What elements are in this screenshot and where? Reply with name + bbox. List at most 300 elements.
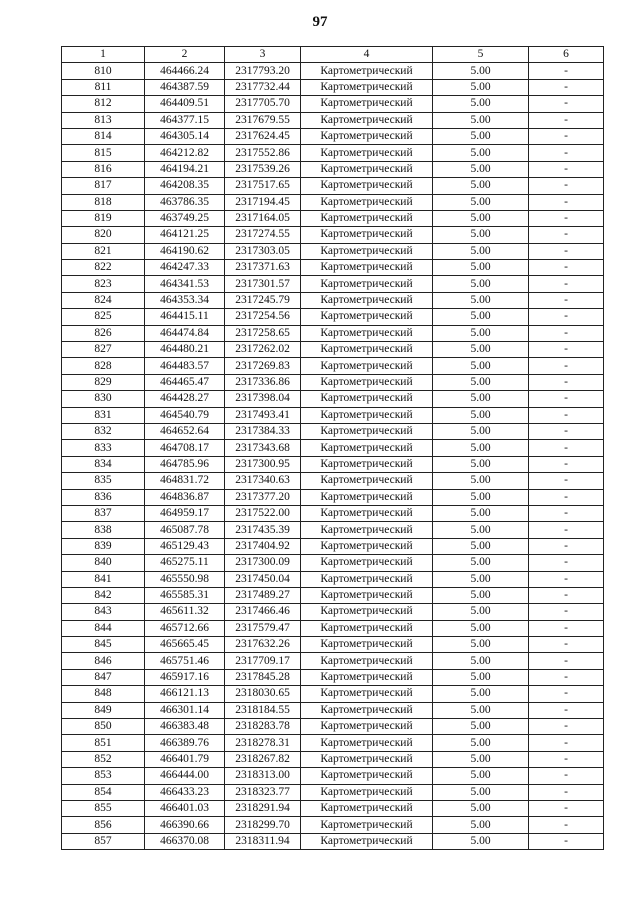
- table-row: [62, 292, 604, 308]
- y-coordinate-cell: 2317404.92: [225, 538, 301, 554]
- accuracy-cell: 5.00: [433, 538, 529, 554]
- description-cell: -: [529, 555, 604, 571]
- point-number-cell: 848: [62, 686, 145, 702]
- method-cell: Картометрический: [301, 194, 433, 210]
- table-row: [62, 686, 604, 702]
- method-cell: Картометрический: [301, 719, 433, 735]
- description-cell: -: [529, 735, 604, 751]
- point-number-cell: 833: [62, 440, 145, 456]
- table-row: [62, 423, 604, 439]
- method-cell: Картометрический: [301, 669, 433, 685]
- column-header-1: 1: [62, 47, 145, 63]
- description-cell: -: [529, 587, 604, 603]
- accuracy-cell: 5.00: [433, 194, 529, 210]
- y-coordinate-cell: 2317377.20: [225, 489, 301, 505]
- description-cell: -: [529, 571, 604, 587]
- x-coordinate-cell: 464465.47: [145, 374, 225, 390]
- accuracy-cell: 5.00: [433, 161, 529, 177]
- table-row: [62, 407, 604, 423]
- table-row: [62, 63, 604, 79]
- description-cell: -: [529, 309, 604, 325]
- table-row: [62, 719, 604, 735]
- description-cell: -: [529, 178, 604, 194]
- y-coordinate-cell: 2317493.41: [225, 407, 301, 423]
- accuracy-cell: 5.00: [433, 210, 529, 226]
- y-coordinate-cell: 2318184.55: [225, 702, 301, 718]
- point-number-cell: 825: [62, 309, 145, 325]
- description-cell: -: [529, 637, 604, 653]
- x-coordinate-cell: 464540.79: [145, 407, 225, 423]
- table-row: [62, 79, 604, 95]
- x-coordinate-cell: 464483.57: [145, 358, 225, 374]
- point-number-cell: 818: [62, 194, 145, 210]
- accuracy-cell: 5.00: [433, 620, 529, 636]
- x-coordinate-cell: 464194.21: [145, 161, 225, 177]
- y-coordinate-cell: 2317258.65: [225, 325, 301, 341]
- table-header-row: [62, 47, 604, 63]
- description-cell: -: [529, 227, 604, 243]
- table-row: [62, 260, 604, 276]
- point-number-cell: 832: [62, 423, 145, 439]
- y-coordinate-cell: 2317371.63: [225, 260, 301, 276]
- table-row: [62, 489, 604, 505]
- method-cell: Картометрический: [301, 112, 433, 128]
- x-coordinate-cell: 464247.33: [145, 260, 225, 276]
- x-coordinate-cell: 465665.45: [145, 637, 225, 653]
- accuracy-cell: 5.00: [433, 653, 529, 669]
- accuracy-cell: 5.00: [433, 325, 529, 341]
- table-row: [62, 128, 604, 144]
- table-row: [62, 768, 604, 784]
- table-row: [62, 309, 604, 325]
- y-coordinate-cell: 2318030.65: [225, 686, 301, 702]
- x-coordinate-cell: 465550.98: [145, 571, 225, 587]
- table-row: [62, 145, 604, 161]
- method-cell: Картометрический: [301, 817, 433, 833]
- x-coordinate-cell: 464353.34: [145, 292, 225, 308]
- accuracy-cell: 5.00: [433, 489, 529, 505]
- y-coordinate-cell: 2317398.04: [225, 391, 301, 407]
- y-coordinate-cell: 2317579.47: [225, 620, 301, 636]
- point-number-cell: 844: [62, 620, 145, 636]
- description-cell: -: [529, 686, 604, 702]
- y-coordinate-cell: 2317336.86: [225, 374, 301, 390]
- method-cell: Картометрический: [301, 325, 433, 341]
- y-coordinate-cell: 2318313.00: [225, 768, 301, 784]
- description-cell: -: [529, 817, 604, 833]
- y-coordinate-cell: 2317262.02: [225, 342, 301, 358]
- point-number-cell: 853: [62, 768, 145, 784]
- method-cell: Картометрический: [301, 292, 433, 308]
- description-cell: -: [529, 768, 604, 784]
- y-coordinate-cell: 2317450.04: [225, 571, 301, 587]
- description-cell: -: [529, 407, 604, 423]
- point-number-cell: 851: [62, 735, 145, 751]
- y-coordinate-cell: 2317343.68: [225, 440, 301, 456]
- table-row: [62, 358, 604, 374]
- x-coordinate-cell: 466401.03: [145, 800, 225, 816]
- table-row: [62, 456, 604, 472]
- point-number-cell: 810: [62, 63, 145, 79]
- x-coordinate-cell: 464190.62: [145, 243, 225, 259]
- table-row: [62, 538, 604, 554]
- x-coordinate-cell: 464208.35: [145, 178, 225, 194]
- accuracy-cell: 5.00: [433, 374, 529, 390]
- description-cell: -: [529, 604, 604, 620]
- point-number-cell: 815: [62, 145, 145, 161]
- table-row: [62, 587, 604, 603]
- method-cell: Картометрический: [301, 489, 433, 505]
- y-coordinate-cell: 2317274.55: [225, 227, 301, 243]
- table-row: [62, 276, 604, 292]
- method-cell: Картометрический: [301, 128, 433, 144]
- method-cell: Картометрический: [301, 604, 433, 620]
- point-number-cell: 814: [62, 128, 145, 144]
- x-coordinate-cell: 464428.27: [145, 391, 225, 407]
- y-coordinate-cell: 2317522.00: [225, 505, 301, 521]
- method-cell: Картометрический: [301, 276, 433, 292]
- point-number-cell: 829: [62, 374, 145, 390]
- table-row: [62, 178, 604, 194]
- x-coordinate-cell: 464377.15: [145, 112, 225, 128]
- method-cell: Картометрический: [301, 473, 433, 489]
- table-row: [62, 784, 604, 800]
- point-number-cell: 842: [62, 587, 145, 603]
- x-coordinate-cell: 465712.66: [145, 620, 225, 636]
- x-coordinate-cell: 466444.00: [145, 768, 225, 784]
- table-row: [62, 194, 604, 210]
- column-header-5: 5: [433, 47, 529, 63]
- y-coordinate-cell: 2318283.78: [225, 719, 301, 735]
- method-cell: Картометрический: [301, 374, 433, 390]
- point-number-cell: 821: [62, 243, 145, 259]
- method-cell: Картометрический: [301, 522, 433, 538]
- x-coordinate-cell: 464387.59: [145, 79, 225, 95]
- y-coordinate-cell: 2318291.94: [225, 800, 301, 816]
- point-number-cell: 837: [62, 505, 145, 521]
- table-row: [62, 751, 604, 767]
- accuracy-cell: 5.00: [433, 243, 529, 259]
- description-cell: -: [529, 161, 604, 177]
- y-coordinate-cell: 2317489.27: [225, 587, 301, 603]
- x-coordinate-cell: 465129.43: [145, 538, 225, 554]
- table-row: [62, 620, 604, 636]
- x-coordinate-cell: 464121.25: [145, 227, 225, 243]
- method-cell: Картометрический: [301, 571, 433, 587]
- table-row: [62, 161, 604, 177]
- accuracy-cell: 5.00: [433, 128, 529, 144]
- point-number-cell: 852: [62, 751, 145, 767]
- accuracy-cell: 5.00: [433, 473, 529, 489]
- method-cell: Картометрический: [301, 423, 433, 439]
- point-number-cell: 854: [62, 784, 145, 800]
- x-coordinate-cell: 465751.46: [145, 653, 225, 669]
- point-number-cell: 838: [62, 522, 145, 538]
- description-cell: -: [529, 342, 604, 358]
- x-coordinate-cell: 464466.24: [145, 63, 225, 79]
- column-header-4: 4: [301, 47, 433, 63]
- table-row: [62, 555, 604, 571]
- description-cell: -: [529, 276, 604, 292]
- method-cell: Картометрический: [301, 555, 433, 571]
- point-number-cell: 834: [62, 456, 145, 472]
- y-coordinate-cell: 2317301.57: [225, 276, 301, 292]
- table-row: [62, 227, 604, 243]
- x-coordinate-cell: 464480.21: [145, 342, 225, 358]
- table-row: [62, 342, 604, 358]
- table-row: [62, 210, 604, 226]
- y-coordinate-cell: 2317254.56: [225, 309, 301, 325]
- column-header-6: 6: [529, 47, 604, 63]
- description-cell: -: [529, 96, 604, 112]
- method-cell: Картометрический: [301, 538, 433, 554]
- x-coordinate-cell: 464959.17: [145, 505, 225, 521]
- method-cell: Картометрический: [301, 686, 433, 702]
- method-cell: Картометрический: [301, 833, 433, 849]
- method-cell: Картометрический: [301, 309, 433, 325]
- y-coordinate-cell: 2318299.70: [225, 817, 301, 833]
- x-coordinate-cell: 466301.14: [145, 702, 225, 718]
- description-cell: -: [529, 456, 604, 472]
- method-cell: Картометрический: [301, 145, 433, 161]
- x-coordinate-cell: 464474.84: [145, 325, 225, 341]
- point-number-cell: 823: [62, 276, 145, 292]
- y-coordinate-cell: 2317845.28: [225, 669, 301, 685]
- method-cell: Картометрический: [301, 260, 433, 276]
- description-cell: -: [529, 292, 604, 308]
- description-cell: -: [529, 145, 604, 161]
- y-coordinate-cell: 2317624.45: [225, 128, 301, 144]
- table-row: [62, 112, 604, 128]
- point-number-cell: 836: [62, 489, 145, 505]
- x-coordinate-cell: 463749.25: [145, 210, 225, 226]
- x-coordinate-cell: 464305.14: [145, 128, 225, 144]
- point-number-cell: 850: [62, 719, 145, 735]
- y-coordinate-cell: 2318267.82: [225, 751, 301, 767]
- y-coordinate-cell: 2317705.70: [225, 96, 301, 112]
- method-cell: Картометрический: [301, 768, 433, 784]
- y-coordinate-cell: 2317164.05: [225, 210, 301, 226]
- description-cell: -: [529, 800, 604, 816]
- accuracy-cell: 5.00: [433, 505, 529, 521]
- table-row: [62, 817, 604, 833]
- x-coordinate-cell: 466433.23: [145, 784, 225, 800]
- x-coordinate-cell: 464831.72: [145, 473, 225, 489]
- y-coordinate-cell: 2317303.05: [225, 243, 301, 259]
- method-cell: Картометрический: [301, 79, 433, 95]
- x-coordinate-cell: 463786.35: [145, 194, 225, 210]
- description-cell: -: [529, 440, 604, 456]
- accuracy-cell: 5.00: [433, 178, 529, 194]
- description-cell: -: [529, 833, 604, 849]
- accuracy-cell: 5.00: [433, 784, 529, 800]
- accuracy-cell: 5.00: [433, 768, 529, 784]
- table-body: [62, 63, 604, 850]
- accuracy-cell: 5.00: [433, 686, 529, 702]
- point-number-cell: 813: [62, 112, 145, 128]
- description-cell: -: [529, 194, 604, 210]
- table-row: [62, 702, 604, 718]
- method-cell: Картометрический: [301, 456, 433, 472]
- description-cell: -: [529, 505, 604, 521]
- description-cell: -: [529, 260, 604, 276]
- table-row: [62, 637, 604, 653]
- y-coordinate-cell: 2317539.26: [225, 161, 301, 177]
- point-number-cell: 819: [62, 210, 145, 226]
- x-coordinate-cell: 466389.76: [145, 735, 225, 751]
- description-cell: -: [529, 702, 604, 718]
- y-coordinate-cell: 2317194.45: [225, 194, 301, 210]
- table-row: [62, 440, 604, 456]
- table-row: [62, 653, 604, 669]
- y-coordinate-cell: 2317466.46: [225, 604, 301, 620]
- method-cell: Картометрический: [301, 620, 433, 636]
- description-cell: -: [529, 620, 604, 636]
- point-number-cell: 830: [62, 391, 145, 407]
- accuracy-cell: 5.00: [433, 735, 529, 751]
- point-number-cell: 843: [62, 604, 145, 620]
- x-coordinate-cell: 465087.78: [145, 522, 225, 538]
- description-cell: -: [529, 325, 604, 341]
- accuracy-cell: 5.00: [433, 227, 529, 243]
- point-number-cell: 817: [62, 178, 145, 194]
- point-number-cell: 831: [62, 407, 145, 423]
- x-coordinate-cell: 466383.48: [145, 719, 225, 735]
- method-cell: Картометрический: [301, 702, 433, 718]
- y-coordinate-cell: 2317709.17: [225, 653, 301, 669]
- x-coordinate-cell: 466401.79: [145, 751, 225, 767]
- method-cell: Картометрический: [301, 210, 433, 226]
- method-cell: Картометрический: [301, 391, 433, 407]
- table-row: [62, 96, 604, 112]
- column-header-3: 3: [225, 47, 301, 63]
- accuracy-cell: 5.00: [433, 522, 529, 538]
- table-row: [62, 505, 604, 521]
- accuracy-cell: 5.00: [433, 96, 529, 112]
- accuracy-cell: 5.00: [433, 145, 529, 161]
- method-cell: Картометрический: [301, 653, 433, 669]
- table-row: [62, 571, 604, 587]
- y-coordinate-cell: 2317300.95: [225, 456, 301, 472]
- y-coordinate-cell: 2317732.44: [225, 79, 301, 95]
- x-coordinate-cell: 464836.87: [145, 489, 225, 505]
- coordinates-table-container: [61, 46, 603, 850]
- point-number-cell: 855: [62, 800, 145, 816]
- accuracy-cell: 5.00: [433, 604, 529, 620]
- point-number-cell: 826: [62, 325, 145, 341]
- description-cell: -: [529, 210, 604, 226]
- method-cell: Картометрический: [301, 637, 433, 653]
- x-coordinate-cell: 464415.11: [145, 309, 225, 325]
- x-coordinate-cell: 466370.08: [145, 833, 225, 849]
- x-coordinate-cell: 464708.17: [145, 440, 225, 456]
- y-coordinate-cell: 2317552.86: [225, 145, 301, 161]
- x-coordinate-cell: 464785.96: [145, 456, 225, 472]
- accuracy-cell: 5.00: [433, 637, 529, 653]
- accuracy-cell: 5.00: [433, 292, 529, 308]
- y-coordinate-cell: 2317269.83: [225, 358, 301, 374]
- accuracy-cell: 5.00: [433, 276, 529, 292]
- accuracy-cell: 5.00: [433, 817, 529, 833]
- y-coordinate-cell: 2317632.26: [225, 637, 301, 653]
- accuracy-cell: 5.00: [433, 391, 529, 407]
- point-number-cell: 839: [62, 538, 145, 554]
- x-coordinate-cell: 466121.13: [145, 686, 225, 702]
- table-row: [62, 800, 604, 816]
- point-number-cell: 820: [62, 227, 145, 243]
- x-coordinate-cell: 464212.82: [145, 145, 225, 161]
- accuracy-cell: 5.00: [433, 63, 529, 79]
- point-number-cell: 840: [62, 555, 145, 571]
- x-coordinate-cell: 466390.66: [145, 817, 225, 833]
- accuracy-cell: 5.00: [433, 719, 529, 735]
- method-cell: Картометрический: [301, 178, 433, 194]
- table-row: [62, 473, 604, 489]
- y-coordinate-cell: 2318323.77: [225, 784, 301, 800]
- description-cell: -: [529, 128, 604, 144]
- accuracy-cell: 5.00: [433, 669, 529, 685]
- description-cell: -: [529, 522, 604, 538]
- description-cell: -: [529, 391, 604, 407]
- table-row: [62, 374, 604, 390]
- accuracy-cell: 5.00: [433, 555, 529, 571]
- method-cell: Картометрический: [301, 800, 433, 816]
- method-cell: Картометрический: [301, 784, 433, 800]
- accuracy-cell: 5.00: [433, 456, 529, 472]
- accuracy-cell: 5.00: [433, 112, 529, 128]
- method-cell: Картометрический: [301, 63, 433, 79]
- y-coordinate-cell: 2317517.65: [225, 178, 301, 194]
- column-header-2: 2: [145, 47, 225, 63]
- description-cell: -: [529, 538, 604, 554]
- accuracy-cell: 5.00: [433, 79, 529, 95]
- accuracy-cell: 5.00: [433, 571, 529, 587]
- description-cell: -: [529, 784, 604, 800]
- point-number-cell: 846: [62, 653, 145, 669]
- table-row: [62, 522, 604, 538]
- point-number-cell: 845: [62, 637, 145, 653]
- accuracy-cell: 5.00: [433, 800, 529, 816]
- x-coordinate-cell: 465585.31: [145, 587, 225, 603]
- x-coordinate-cell: 465275.11: [145, 555, 225, 571]
- description-cell: -: [529, 79, 604, 95]
- table-row: [62, 669, 604, 685]
- x-coordinate-cell: 465917.16: [145, 669, 225, 685]
- description-cell: -: [529, 374, 604, 390]
- description-cell: -: [529, 751, 604, 767]
- accuracy-cell: 5.00: [433, 407, 529, 423]
- x-coordinate-cell: 464341.53: [145, 276, 225, 292]
- point-number-cell: 816: [62, 161, 145, 177]
- x-coordinate-cell: 464409.51: [145, 96, 225, 112]
- accuracy-cell: 5.00: [433, 342, 529, 358]
- point-number-cell: 835: [62, 473, 145, 489]
- point-number-cell: 828: [62, 358, 145, 374]
- table-row: [62, 833, 604, 849]
- accuracy-cell: 5.00: [433, 260, 529, 276]
- y-coordinate-cell: 2318278.31: [225, 735, 301, 751]
- y-coordinate-cell: 2317679.55: [225, 112, 301, 128]
- point-number-cell: 847: [62, 669, 145, 685]
- x-coordinate-cell: 464652.64: [145, 423, 225, 439]
- description-cell: -: [529, 719, 604, 735]
- method-cell: Картометрический: [301, 735, 433, 751]
- accuracy-cell: 5.00: [433, 833, 529, 849]
- description-cell: -: [529, 489, 604, 505]
- accuracy-cell: 5.00: [433, 358, 529, 374]
- accuracy-cell: 5.00: [433, 751, 529, 767]
- description-cell: -: [529, 358, 604, 374]
